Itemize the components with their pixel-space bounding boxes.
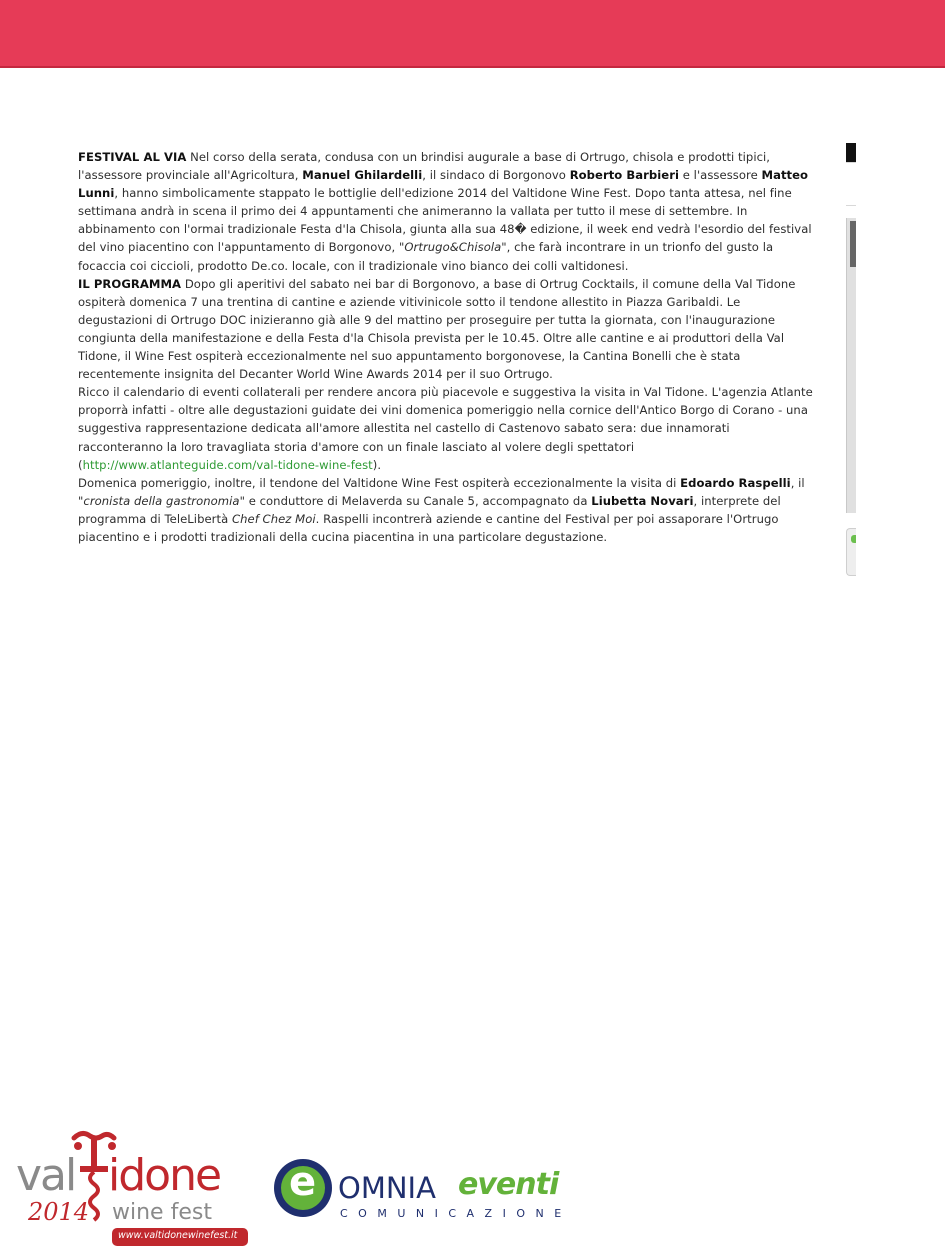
paragraph-festival-al-via: FESTIVAL AL VIA Nel corso della serata, condusa con un brindisi augurale a base di Ortrugo, chisola e prodotti tipici, l'assessore provinciale all'Agricoltura, Manuel Ghilardelli, il sindaco di Borgonovo Roberto Barbieri e l'assessore Matteo Lunni, hanno simbolicamente stappato le bottiglie dell'edizione 2014 del Valtidone Wine Fest. Dopo tanta attesa, nel fine settimana andrà in scena il primo dei 4 appuntamenti che animeranno la vallata per tutto il mese di settembre. In abbinamento con l'ormai tradizionale Festa d'la Chisola, giunta alla sua 48� edizione, il week end vedrà l'esordio del festival del vino piacentino con l'appuntamento di Borgonovo, "Ortrugo&Chisola", che farà incontrare in un trionfo del gusto la focaccia coi ciccioli, prodotto De.co. locale, con il tradizionale vino bianco dei colli valtidonesi.: [78, 150, 812, 273]
logo-word-tidone: idone: [108, 1150, 221, 1201]
logo-tagline-comunicazione: COMUNICAZIONE: [340, 1207, 572, 1220]
paragraph-eventi-collaterali: Ricco il calendario di eventi collaterali per rendere ancora più piacevole e suggestiva la visita in Val Tidone. L'agenzia Atlante proporrà infatti - oltre alle degustazioni guidate dei vini domenica pomeriggio nella cornice dell'Antico Borgo di Corano - una suggestiva rappresentazione dedicata all'amore allestita nel castello di Castenovo sabato sera: due innamorati racconteranno la loro travagliata storia d'amore con un finale lasciato al volere degli spettatori (http://www.atlanteguide.com/val-tidone-wine-fest).: [78, 385, 813, 472]
name-matteo-lunni: Matteo Lunni: [78, 168, 809, 201]
logo-word-omnia: OMNIA: [338, 1171, 436, 1205]
sidebar-header-block: [846, 143, 856, 162]
paragraph-domenica-pomeriggio: Domenica pomeriggio, inoltre, il tendone del Valtidone Wine Fest ospiterà eccezionalmente la visita di Edoardo Raspelli, il "cronista della gastronomia" e conduttore di Melaverda su Canale 5, accompagnato da Liubetta Novari, interprete del programma di TeleLibertà Chef Chez Moi. Raspelli incontrerà aziende e cantine del Festival per poi assaporare l'Ortrugo piacentino e i prodotti tradizionali della cucina piacentina in una particolare degustazione.: [78, 475, 805, 544]
article-body: [78, 148, 816, 546]
omnia-eventi-logo: [272, 1155, 572, 1225]
atlante-guide-link[interactable]: http://www.atlanteguide.com/val-tidone-wine-fest: [82, 457, 373, 472]
heading-festival-al-via: FESTIVAL AL VIA: [78, 150, 187, 164]
name-liubetta-novari: Liubetta Novari: [591, 493, 694, 508]
omnia-badge-letter: e: [289, 1159, 317, 1205]
logo-tagline: wine fest: [112, 1200, 212, 1225]
program-chef-chez-moi: Chef Chez Moi: [231, 511, 316, 526]
cropped-sidebar-strip: [844, 143, 856, 588]
logo-word-eventi: eventi: [458, 1167, 559, 1202]
event-title-ortrugo-chisola: Ortrugo&Chisola: [404, 240, 502, 255]
valtidone-wine-fest-logo: [16, 1128, 252, 1248]
top-banner-bar: [0, 0, 945, 68]
name-edoardo-raspelli: Edoardo Raspelli: [680, 475, 791, 490]
scrollbar-thumb[interactable]: [850, 221, 856, 267]
logo-url: www.valtidonewinefest.it: [118, 1230, 238, 1241]
heading-il-programma: IL PROGRAMMA: [78, 276, 182, 291]
paragraph-programma: IL PROGRAMMA Dopo gli aperitivi del sabato nei bar di Borgonovo, a base di Ortrug Cocktails, il comune della Val Tidone ospiterà domenica 7 una trentina di cantine e aziende vitivinicole sotto il tendone allestito in Piazza Garibaldi. Le degustazioni di Ortrugo DOC inizieranno già alle 9 del mattino per proseguire per tutta la giornata, con l'inaugurazione congiunta della manifestazione e della Festa d'la Chisola prevista per le 10.45. Oltre alle cantine e ai produttori della Val Tidone, il Wine Fest ospiterà eccezionalmente nel suo appuntamento borgonovese, la Cantina Bonelli che è stata recentemente insignita del Decanter World Wine Awards 2014 per il suo Ortrugo.: [78, 276, 796, 382]
name-manuel-ghilardelli: Manuel Ghilardelli: [302, 168, 423, 183]
name-roberto-barbieri: Roberto Barbieri: [569, 168, 680, 183]
divider: [846, 205, 856, 206]
divider: [846, 162, 856, 163]
logo-year: 2014: [28, 1198, 90, 1226]
quote-cronista: cronista della gastronomia: [83, 493, 240, 508]
green-dot-icon: [851, 535, 856, 543]
logo-word-val: val: [16, 1150, 76, 1201]
